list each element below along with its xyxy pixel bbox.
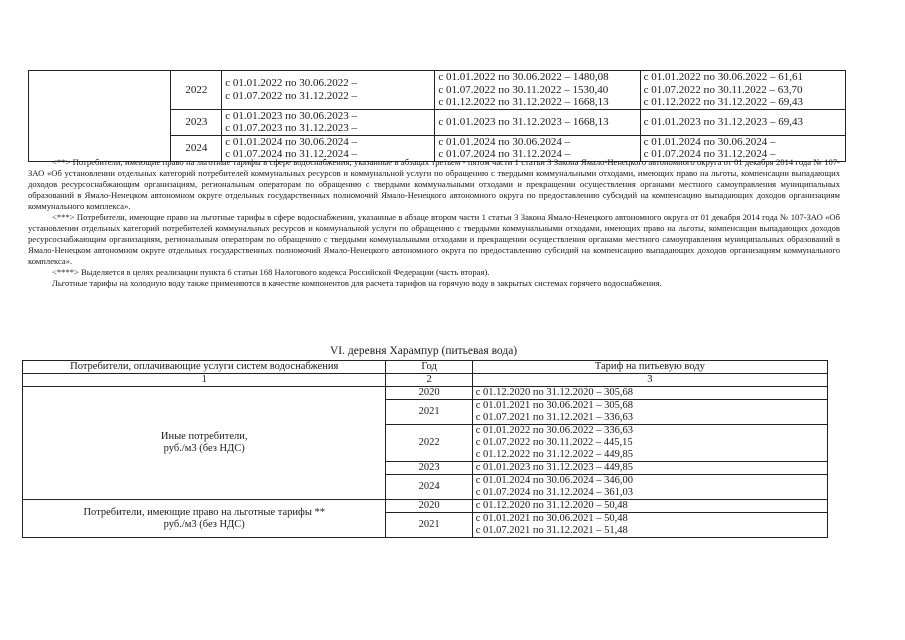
tariff-cell-b: с 01.01.2023 по 31.12.2023 – 69,43 xyxy=(640,109,845,135)
tariff-cell: с 01.01.2021 по 30.06.2021 – 50,48 с 01.07.2021 по 31.12.2021 – 51,48 xyxy=(472,513,827,538)
consumer-cell xyxy=(29,71,171,162)
tariff-cell-b: с 01.01.2022 по 30.06.2022 – 61,61 с 01.07.2022 по 30.11.2022 – 63,70 с 01.12.2022 по 31.12.2022 – 69,43 xyxy=(640,71,845,110)
footnote-4: <****> Выделяется в целях реализации пункта 6 статьи 168 Налогового кодекса Российской Федерации (часть вторая). xyxy=(52,267,490,277)
period-cell: с 01.01.2024 по 30.06.2024 – с 01.07.2024 по 31.12.2024 – xyxy=(222,135,435,161)
tariff-cell-a: с 01.01.2024 по 30.06.2024 – с 01.07.2024 по 31.12.2024 – xyxy=(435,135,640,161)
consumer-cell: Потребители, имеющие право на льготные тарифы ** руб./м3 (без НДС) xyxy=(23,500,386,538)
main-tariff-table xyxy=(22,360,828,538)
table-row xyxy=(23,387,828,400)
table-header-num-row xyxy=(23,374,828,387)
tariff-cell: с 01.01.2022 по 30.06.2022 – 336,63 с 01.07.2022 по 30.11.2022 – 445,15 с 01.12.2022 по 31.12.2022 – 449,85 xyxy=(472,425,827,462)
tariff-cell: с 01.01.2024 по 30.06.2024 – 346,00 с 01.07.2024 по 31.12.2024 – 361,03 xyxy=(472,475,827,500)
year-cell: 2024 xyxy=(171,135,222,161)
footnote-3: <***> Потребители, имеющие право на льготные тарифы в сфере водоснабжения, указанные в абзаце втором части 1 статьи 3 Закона Ямало-Ненецкого автономного округа от 01 декабря 2014 года № 107-ЗАО «Об установлении отдельных категорий потребителей коммунальных ресурсов и коммунальной услуги по обращению с твердыми коммунальными отходами, имеющих право на льготы, компенсации выпадающих доходов ресурсоснабжающим организациям, региональным операторам по обращению с твердыми коммунальными отходами и прекращении осуществления органами местного самоуправления муниципальных образований в Ямало-Ненецком автономном округе отдельных государственных полномочий Ямало-Ненецкого автономного округа по предоставлению субсидий на компенсацию выпадающих доходов организациям коммунального комплекса». xyxy=(28,212,840,266)
consumer-cell: Иные потребители, руб./м3 (без НДС) xyxy=(23,387,386,500)
tariff-cell: с 01.01.2023 по 31.12.2023 – 449,85 xyxy=(472,462,827,475)
year-cell: 2023 xyxy=(386,462,472,475)
header-year: Год xyxy=(386,361,472,374)
footnote-5: Льготные тарифы на холодную воду также применяются в качестве компонентов для расчета тарифов на горячую воду в закрытых системах горячего водоснабжения. xyxy=(52,278,662,288)
year-cell: 2020 xyxy=(386,387,472,400)
tariff-cell-b: с 01.01.2024 по 30.06.2024 – с 01.07.2024 по 31.12.2024 – xyxy=(640,135,845,161)
footnotes xyxy=(28,157,840,289)
section-title: VI. деревня Харампур (питьевая вода) xyxy=(330,345,518,357)
year-cell: 2020 xyxy=(386,500,472,513)
period-cell: с 01.01.2022 по 30.06.2022 – с 01.07.2022 по 31.12.2022 – xyxy=(222,71,435,110)
tariff-cell: с 01.01.2021 по 30.06.2021 – 305,68 с 01.07.2021 по 31.12.2021 – 336,63 xyxy=(472,400,827,425)
header-num: 2 xyxy=(386,374,472,387)
table-row xyxy=(23,500,828,513)
top-tariff-table xyxy=(28,70,846,162)
tariff-cell: с 01.12.2020 по 31.12.2020 – 50,48 xyxy=(472,500,827,513)
table-row xyxy=(29,71,846,110)
tariff-cell: с 01.12.2020 по 31.12.2020 – 305,68 xyxy=(472,387,827,400)
period-cell: с 01.01.2023 по 30.06.2023 – с 01.07.2023 по 31.12.2023 – xyxy=(222,109,435,135)
year-cell: 2021 xyxy=(386,513,472,538)
year-cell: 2024 xyxy=(386,475,472,500)
year-cell: 2022 xyxy=(386,425,472,462)
header-tariff: Тариф на питьевую воду xyxy=(472,361,827,374)
year-cell: 2022 xyxy=(171,71,222,110)
year-cell: 2023 xyxy=(171,109,222,135)
header-num: 3 xyxy=(472,374,827,387)
table-header-row xyxy=(23,361,828,374)
tariff-cell-a: с 01.01.2023 по 31.12.2023 – 1668,13 xyxy=(435,109,640,135)
footnote-2: <**> Потребители, имеющие право на льготные тарифы в сфере водоснабжения, указанные в абзацах третьем - пятом части 1 статьи 3 Закона Ямало-Ненецкого автономного округа от 01 декабря 2014 года № 107-ЗАО «Об установлении отдельных категорий потребителей коммунальных ресурсов и коммунальной услуги по обращению с твердыми коммунальными отходами, имеющих право на льготы, компенсации выпадающих доходов ресурсоснабжающим организациям, региональным операторам по обращению с твердыми коммунальными отходами и прекращении осуществления органами местного самоуправления муниципальных образований в Ямало-Ненецком автономном округе отдельных государственных полномочий Ямало-Ненецкого автономного округа по предоставлению субсидий на компенсацию выпадающих доходов организациям коммунального комплекса». xyxy=(28,157,840,211)
header-num: 1 xyxy=(23,374,386,387)
header-consumers: Потребители, оплачивающие услуги систем водоснабжения xyxy=(23,361,386,374)
tariff-cell-a: с 01.01.2022 по 30.06.2022 – 1480,08 с 01.07.2022 по 30.11.2022 – 1530,40 с 01.12.2022 по 31.12.2022 – 1668,13 xyxy=(435,71,640,110)
year-cell: 2021 xyxy=(386,400,472,425)
